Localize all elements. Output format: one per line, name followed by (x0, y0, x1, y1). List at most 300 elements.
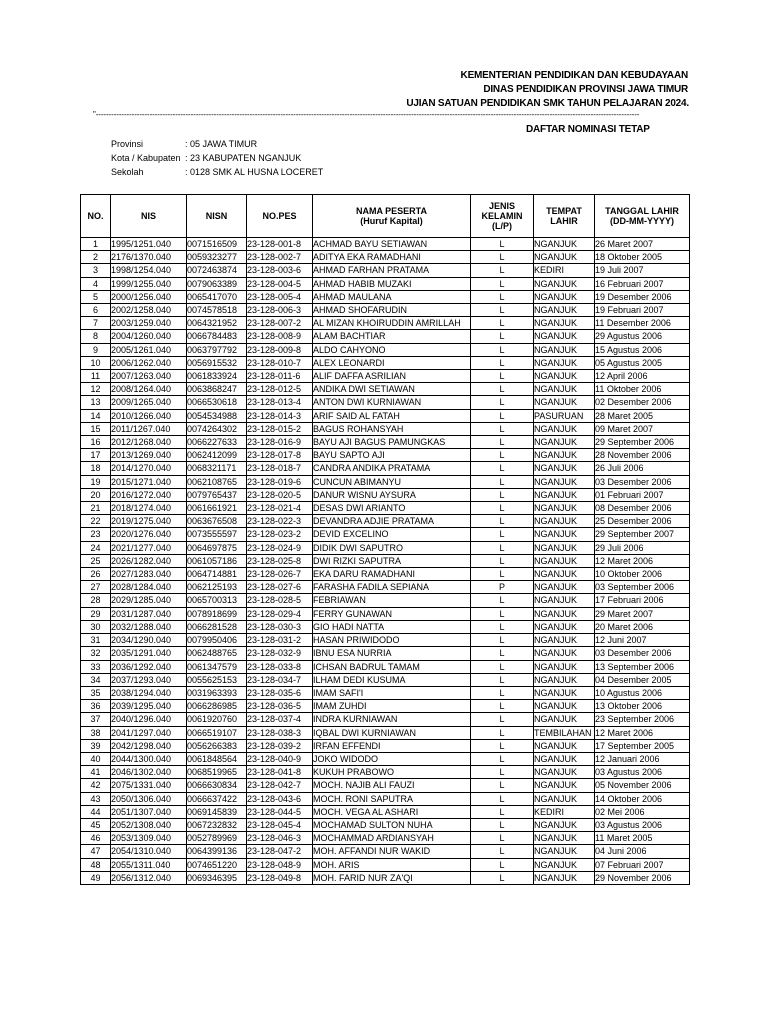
cell-nisn: 0066227633 (187, 436, 247, 449)
cell-nis: 2037/1293.040 (111, 673, 187, 686)
cell-tanggal-lahir: 29 Maret 2007 (595, 607, 690, 620)
col-header-tempat-line2: LAHIR (550, 216, 578, 226)
cell-nopes: 23-128-023-2 (247, 528, 313, 541)
cell-nisn: 0074651220 (187, 858, 247, 871)
cell-jenis-kelamin: L (471, 436, 534, 449)
cell-tempat-lahir: NGANJUK (534, 277, 595, 290)
cell-nis: 1998/1254.040 (111, 264, 187, 277)
table-row (81, 871, 690, 884)
cell-nisn: 0066784483 (187, 330, 247, 343)
cell-tempat-lahir: NGANJUK (534, 845, 595, 858)
cell-jenis-kelamin: L (471, 317, 534, 330)
cell-no: 19 (81, 475, 111, 488)
cell-tanggal-lahir: 19 Februari 2007 (595, 304, 690, 317)
cell-nis: 2052/1308.040 (111, 818, 187, 831)
table-row (81, 343, 690, 356)
cell-nopes: 23-128-042-7 (247, 779, 313, 792)
cell-tanggal-lahir: 07 Februari 2007 (595, 858, 690, 871)
cell-nama: AL MIZAN KHOIRUDDIN AMRILLAH (313, 317, 471, 330)
cell-nama: MOCH. NAJIB ALI FAUZI (313, 779, 471, 792)
cell-nis: 2038/1294.040 (111, 686, 187, 699)
col-header-no: NO. (81, 195, 111, 238)
table-row (81, 713, 690, 726)
cell-tempat-lahir: NGANJUK (534, 818, 595, 831)
cell-tempat-lahir: NGANJUK (534, 515, 595, 528)
cell-tempat-lahir: NGANJUK (534, 488, 595, 501)
cell-nama: DESAS DWI ARIANTO (313, 502, 471, 515)
cell-nopes: 23-128-019-6 (247, 475, 313, 488)
cell-nis: 2036/1292.040 (111, 660, 187, 673)
cell-nis: 2046/1302.040 (111, 766, 187, 779)
cell-jenis-kelamin: L (471, 832, 534, 845)
cell-nama: DIDIK DWI SAPUTRO (313, 541, 471, 554)
cell-no: 38 (81, 726, 111, 739)
cell-nama: ARIF SAID AL FATAH (313, 409, 471, 422)
cell-nama: ALIF DAFFA ASRILIAN (313, 370, 471, 383)
cell-tempat-lahir: NGANJUK (534, 554, 595, 567)
cell-nis: 2044/1300.040 (111, 752, 187, 765)
cell-nopes: 23-128-024-9 (247, 541, 313, 554)
cell-tanggal-lahir: 20 Maret 2006 (595, 620, 690, 633)
info-label: Sekolah (111, 167, 144, 177)
cell-jenis-kelamin: L (471, 409, 534, 422)
cell-no: 29 (81, 607, 111, 620)
cell-tempat-lahir: NGANJUK (534, 713, 595, 726)
table-row (81, 304, 690, 317)
cell-nisn: 0052789969 (187, 832, 247, 845)
cell-tempat-lahir: NGANJUK (534, 528, 595, 541)
cell-nama: ADITYA EKA RAMADHANI (313, 251, 471, 264)
cell-nis: 2054/1310.040 (111, 845, 187, 858)
table-row (81, 396, 690, 409)
table-row (81, 766, 690, 779)
cell-nisn: 0066519107 (187, 726, 247, 739)
cell-nopes: 23-128-032-9 (247, 647, 313, 660)
cell-tempat-lahir: NGANJUK (534, 634, 595, 647)
cell-nisn: 0072463874 (187, 264, 247, 277)
cell-nopes: 23-128-006-3 (247, 304, 313, 317)
table-row (81, 541, 690, 554)
cell-tanggal-lahir: 26 Maret 2007 (595, 238, 690, 251)
cell-jenis-kelamin: L (471, 264, 534, 277)
cell-nopes: 23-128-049-8 (247, 871, 313, 884)
table-row (81, 264, 690, 277)
cell-tanggal-lahir: 11 Maret 2005 (595, 832, 690, 845)
cell-nama: ANTON DWI KURNIAWAN (313, 396, 471, 409)
table-row (81, 818, 690, 831)
cell-nisn: 0079950406 (187, 634, 247, 647)
cell-tempat-lahir: NGANJUK (534, 290, 595, 303)
cell-nopes: 23-128-044-5 (247, 805, 313, 818)
cell-nopes: 23-128-039-2 (247, 739, 313, 752)
cell-nis: 2021/1277.040 (111, 541, 187, 554)
cell-jenis-kelamin: L (471, 541, 534, 554)
cell-tanggal-lahir: 04 Desember 2005 (595, 673, 690, 686)
cell-no: 43 (81, 792, 111, 805)
cell-nama: ANDIKA DWI SETIAWAN (313, 383, 471, 396)
cell-nopes: 23-128-004-5 (247, 277, 313, 290)
cell-tempat-lahir: NGANJUK (534, 304, 595, 317)
cell-no: 14 (81, 409, 111, 422)
cell-nisn: 0055625153 (187, 673, 247, 686)
col-header-tgl-line1: TANGGAL LAHIR (605, 206, 679, 216)
cell-nama: CUNCUN ABIMANYU (313, 475, 471, 488)
cell-nama: MOCH. VEGA AL ASHARI (313, 805, 471, 818)
cell-nisn: 0064714881 (187, 568, 247, 581)
cell-nisn: 0066286985 (187, 700, 247, 713)
cell-no: 32 (81, 647, 111, 660)
cell-nis: 2029/1285.040 (111, 594, 187, 607)
cell-nis: 2035/1291.040 (111, 647, 187, 660)
cell-tanggal-lahir: 17 Februari 2006 (595, 594, 690, 607)
cell-tanggal-lahir: 13 Oktober 2006 (595, 700, 690, 713)
cell-nis: 2012/1268.040 (111, 436, 187, 449)
cell-no: 33 (81, 660, 111, 673)
info-value: : 23 KABUPATEN NGANJUK (185, 153, 302, 163)
cell-no: 1 (81, 238, 111, 251)
cell-nama: ALDO CAHYONO (313, 343, 471, 356)
cell-nama: BAYU AJI BAGUS PAMUNGKAS (313, 436, 471, 449)
cell-nopes: 23-128-020-5 (247, 488, 313, 501)
cell-nama: AHMAD HABIB MUZAKI (313, 277, 471, 290)
cell-nama: ALEX LEONARDI (313, 356, 471, 369)
cell-no: 24 (81, 541, 111, 554)
cell-tempat-lahir: NGANJUK (534, 647, 595, 660)
cell-no: 15 (81, 422, 111, 435)
cell-nisn: 0069346395 (187, 871, 247, 884)
table-row (81, 686, 690, 699)
col-header-nopes: NO.PES (247, 195, 313, 238)
table-row (81, 422, 690, 435)
cell-nisn: 0065417070 (187, 290, 247, 303)
table-row (81, 792, 690, 805)
cell-nopes: 23-128-045-4 (247, 818, 313, 831)
cell-tanggal-lahir: 05 November 2006 (595, 779, 690, 792)
cell-nis: 2040/1296.040 (111, 713, 187, 726)
cell-tanggal-lahir: 09 Maret 2007 (595, 422, 690, 435)
cell-nama: AHMAD FARHAN PRATAMA (313, 264, 471, 277)
cell-no: 37 (81, 713, 111, 726)
cell-tempat-lahir: NGANJUK (534, 581, 595, 594)
cell-tanggal-lahir: 10 Oktober 2006 (595, 568, 690, 581)
cell-nama: MOCH. RONI SAPUTRA (313, 792, 471, 805)
cell-no: 41 (81, 766, 111, 779)
cell-nisn: 0073555597 (187, 528, 247, 541)
cell-jenis-kelamin: L (471, 396, 534, 409)
cell-no: 45 (81, 818, 111, 831)
cell-no: 7 (81, 317, 111, 330)
cell-nama: EKA DARU RAMADHANI (313, 568, 471, 581)
cell-tempat-lahir: NGANJUK (534, 660, 595, 673)
table-row (81, 290, 690, 303)
cell-nama: HASAN PRIWIDODO (313, 634, 471, 647)
cell-tanggal-lahir: 05 Agustus 2005 (595, 356, 690, 369)
cell-nopes: 23-128-012-5 (247, 383, 313, 396)
cell-tanggal-lahir: 11 Desember 2006 (595, 317, 690, 330)
cell-nama: BAYU SAPTO AJI (313, 449, 471, 462)
col-header-nisn: NISN (187, 195, 247, 238)
table-row (81, 634, 690, 647)
cell-no: 20 (81, 488, 111, 501)
cell-nopes: 23-128-028-5 (247, 594, 313, 607)
cell-nisn: 0064697875 (187, 541, 247, 554)
cell-tanggal-lahir: 14 Oktober 2006 (595, 792, 690, 805)
cell-tempat-lahir: NGANJUK (534, 330, 595, 343)
table-row (81, 832, 690, 845)
cell-nopes: 23-128-017-8 (247, 449, 313, 462)
cell-nis: 2020/1276.040 (111, 528, 187, 541)
table-row (81, 488, 690, 501)
cell-jenis-kelamin: L (471, 739, 534, 752)
cell-no: 4 (81, 277, 111, 290)
col-header-tempat-line1: TEMPAT (546, 206, 582, 216)
info-label: Provinsi (111, 139, 144, 149)
table-row (81, 660, 690, 673)
cell-nis: 2015/1271.040 (111, 475, 187, 488)
cell-no: 31 (81, 634, 111, 647)
cell-nama: MOCHAMMAD ARDIANSYAH (313, 832, 471, 845)
cell-nopes: 23-128-034-7 (247, 673, 313, 686)
cell-nopes: 23-128-022-3 (247, 515, 313, 528)
cell-nisn: 0062488765 (187, 647, 247, 660)
table-row (81, 739, 690, 752)
cell-nisn: 0063868247 (187, 383, 247, 396)
cell-no: 5 (81, 290, 111, 303)
cell-nisn: 0067232832 (187, 818, 247, 831)
cell-nisn: 0071516509 (187, 238, 247, 251)
table-row (81, 462, 690, 475)
info-provinsi (111, 139, 257, 149)
cell-tempat-lahir: NGANJUK (534, 449, 595, 462)
cell-tanggal-lahir: 29 September 2007 (595, 528, 690, 541)
cell-nopes: 23-128-027-6 (247, 581, 313, 594)
cell-nis: 2004/1260.040 (111, 330, 187, 343)
cell-nisn: 0069145839 (187, 805, 247, 818)
cell-nama: CANDRA ANDIKA PRATAMA (313, 462, 471, 475)
cell-tempat-lahir: NGANJUK (534, 436, 595, 449)
cell-nis: 1995/1251.040 (111, 238, 187, 251)
cell-nopes: 23-128-003-6 (247, 264, 313, 277)
cell-nama: AHMAD MAULANA (313, 290, 471, 303)
cell-jenis-kelamin: L (471, 752, 534, 765)
cell-nisn: 0061833924 (187, 370, 247, 383)
cell-tempat-lahir: NGANJUK (534, 620, 595, 633)
cell-tanggal-lahir: 01 Februari 2007 (595, 488, 690, 501)
cell-tempat-lahir: NGANJUK (534, 779, 595, 792)
cell-nis: 2176/1370.040 (111, 251, 187, 264)
cell-jenis-kelamin: L (471, 238, 534, 251)
cell-nopes: 23-128-014-3 (247, 409, 313, 422)
cell-no: 9 (81, 343, 111, 356)
cell-tanggal-lahir: 29 September 2006 (595, 436, 690, 449)
table-row (81, 620, 690, 633)
cell-nisn: 0079063389 (187, 277, 247, 290)
cell-jenis-kelamin: L (471, 686, 534, 699)
cell-nama: GIO HADI NATTA (313, 620, 471, 633)
cell-no: 46 (81, 832, 111, 845)
cell-nisn: 0066630834 (187, 779, 247, 792)
cell-nisn: 0062412099 (187, 449, 247, 462)
cell-tempat-lahir: NGANJUK (534, 383, 595, 396)
cell-nama: DWI RIZKI SAPUTRA (313, 554, 471, 567)
cell-no: 13 (81, 396, 111, 409)
cell-nis: 2051/1307.040 (111, 805, 187, 818)
cell-tempat-lahir: NGANJUK (534, 792, 595, 805)
cell-tanggal-lahir: 04 Juni 2006 (595, 845, 690, 858)
table-row (81, 251, 690, 264)
cell-tanggal-lahir: 23 September 2006 (595, 713, 690, 726)
cell-jenis-kelamin: L (471, 422, 534, 435)
table-row (81, 845, 690, 858)
cell-tanggal-lahir: 17 September 2005 (595, 739, 690, 752)
table-row (81, 673, 690, 686)
table-row (81, 700, 690, 713)
table-row (81, 502, 690, 515)
cell-nis: 2009/1265.040 (111, 396, 187, 409)
cell-nis: 2016/1272.040 (111, 488, 187, 501)
cell-tempat-lahir: NGANJUK (534, 422, 595, 435)
nominee-table (80, 194, 690, 885)
cell-tempat-lahir: NGANJUK (534, 475, 595, 488)
cell-nisn: 0062125193 (187, 581, 247, 594)
cell-nopes: 23-128-030-3 (247, 620, 313, 633)
cell-tanggal-lahir: 12 April 2006 (595, 370, 690, 383)
cell-nama: IRFAN EFFENDI (313, 739, 471, 752)
cell-nis: 2019/1275.040 (111, 515, 187, 528)
cell-tempat-lahir: NGANJUK (534, 858, 595, 871)
cell-nama: MOCHAMAD SULTON NUHA (313, 818, 471, 831)
col-header-nama-title: NAMA PESERTA (355, 206, 427, 216)
cell-nopes: 23-128-040-9 (247, 752, 313, 765)
cell-tempat-lahir: NGANJUK (534, 871, 595, 884)
cell-jenis-kelamin: L (471, 251, 534, 264)
cell-no: 11 (81, 370, 111, 383)
cell-jenis-kelamin: L (471, 634, 534, 647)
cell-nis: 2013/1269.040 (111, 449, 187, 462)
cell-nisn: 0078918699 (187, 607, 247, 620)
cell-nopes: 23-128-046-3 (247, 832, 313, 845)
cell-jenis-kelamin: L (471, 356, 534, 369)
cell-no: 26 (81, 568, 111, 581)
cell-jenis-kelamin: L (471, 277, 534, 290)
cell-tempat-lahir: NGANJUK (534, 396, 595, 409)
cell-jenis-kelamin: L (471, 818, 534, 831)
col-header-tgl-line2: (DD-MM-YYYY) (610, 216, 674, 226)
cell-jenis-kelamin: L (471, 792, 534, 805)
table-row (81, 528, 690, 541)
cell-nis: 2056/1312.040 (111, 871, 187, 884)
col-header-tempat-lahir (534, 195, 595, 238)
table-row (81, 594, 690, 607)
cell-tanggal-lahir: 19 Desember 2006 (595, 290, 690, 303)
cell-tanggal-lahir: 28 Maret 2005 (595, 409, 690, 422)
cell-nama: MOH. FARID NUR ZA'QI (313, 871, 471, 884)
cell-tempat-lahir: PASURUAN (534, 409, 595, 422)
cell-nis: 2011/1267.040 (111, 422, 187, 435)
table-row (81, 370, 690, 383)
cell-tanggal-lahir: 12 Januari 2006 (595, 752, 690, 765)
cell-nopes: 23-128-038-3 (247, 726, 313, 739)
cell-no: 17 (81, 449, 111, 462)
cell-tanggal-lahir: 15 Agustus 2006 (595, 343, 690, 356)
cell-nama: MOH. ARIS (313, 858, 471, 871)
cell-nama: ICHSAN BADRUL TAMAM (313, 660, 471, 673)
cell-nopes: 23-128-018-7 (247, 462, 313, 475)
cell-nis: 2027/1283.040 (111, 568, 187, 581)
cell-nisn: 0062108765 (187, 475, 247, 488)
cell-jenis-kelamin: L (471, 304, 534, 317)
cell-nopes: 23-128-002-7 (247, 251, 313, 264)
cell-no: 42 (81, 779, 111, 792)
cell-nis: 2008/1264.040 (111, 383, 187, 396)
cell-nisn: 0068519965 (187, 766, 247, 779)
cell-nis: 2041/1297.040 (111, 726, 187, 739)
cell-nisn: 0079765437 (187, 488, 247, 501)
cell-jenis-kelamin: L (471, 726, 534, 739)
cell-no: 27 (81, 581, 111, 594)
cell-tempat-lahir: NGANJUK (534, 752, 595, 765)
table-row (81, 475, 690, 488)
table-row (81, 858, 690, 871)
cell-nopes: 23-128-031-2 (247, 634, 313, 647)
cell-nopes: 23-128-036-5 (247, 700, 313, 713)
cell-nis: 2042/1298.040 (111, 739, 187, 752)
cell-nama: FEBRIAWAN (313, 594, 471, 607)
cell-nisn: 0054534988 (187, 409, 247, 422)
cell-tanggal-lahir: 03 Desember 2006 (595, 647, 690, 660)
cell-tanggal-lahir: 13 September 2006 (595, 660, 690, 673)
cell-no: 34 (81, 673, 111, 686)
cell-tempat-lahir: NGANJUK (534, 370, 595, 383)
cell-tempat-lahir: NGANJUK (534, 568, 595, 581)
cell-nis: 2014/1270.040 (111, 462, 187, 475)
cell-tempat-lahir: KEDIRI (534, 264, 595, 277)
cell-nama: DEVID EXCELINO (313, 528, 471, 541)
cell-nis: 2075/1331.040 (111, 779, 187, 792)
cell-tanggal-lahir: 18 Oktober 2005 (595, 251, 690, 264)
col-header-jk-line3: (L/P) (492, 221, 512, 231)
cell-nopes: 23-128-010-7 (247, 356, 313, 369)
cell-nopes: 23-128-047-2 (247, 845, 313, 858)
col-header-nis: NIS (111, 195, 187, 238)
cell-nis: 2026/1282.040 (111, 554, 187, 567)
cell-tempat-lahir: TEMBILAHAN (534, 726, 595, 739)
cell-no: 12 (81, 383, 111, 396)
table-row (81, 607, 690, 620)
cell-tanggal-lahir: 12 Juni 2007 (595, 634, 690, 647)
cell-no: 2 (81, 251, 111, 264)
cell-jenis-kelamin: L (471, 568, 534, 581)
cell-nama: IQBAL DWI KURNIAWAN (313, 726, 471, 739)
cell-nisn: 0061920760 (187, 713, 247, 726)
info-sekolah (111, 167, 323, 177)
cell-no: 48 (81, 858, 111, 871)
cell-nopes: 23-128-037-4 (247, 713, 313, 726)
cell-nisn: 0061661921 (187, 502, 247, 515)
cell-nis: 2053/1309.040 (111, 832, 187, 845)
cell-nisn: 0074264302 (187, 422, 247, 435)
table-row (81, 752, 690, 765)
cell-nopes: 23-128-043-6 (247, 792, 313, 805)
cell-nopes: 23-128-026-7 (247, 568, 313, 581)
cell-nopes: 23-128-001-8 (247, 238, 313, 251)
cell-jenis-kelamin: L (471, 607, 534, 620)
cell-jenis-kelamin: L (471, 370, 534, 383)
cell-nopes: 23-128-011-6 (247, 370, 313, 383)
cell-nopes: 23-128-021-4 (247, 502, 313, 515)
cell-jenis-kelamin: L (471, 673, 534, 686)
cell-jenis-kelamin: L (471, 488, 534, 501)
